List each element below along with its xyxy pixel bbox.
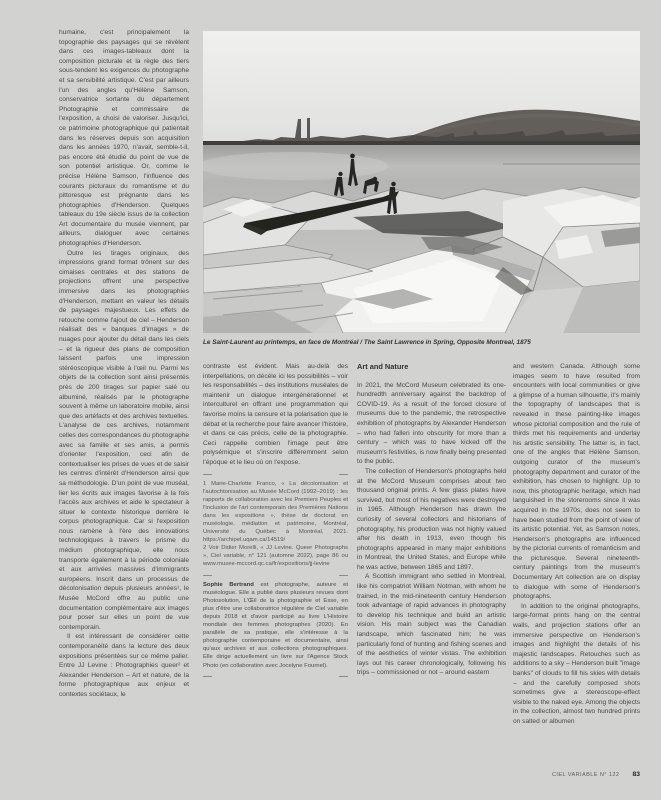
footnote-2: 2 Voir Didier Morelli, « JJ Levine. Queer Photographs », Ciel variable, n° 121 (automne 2022), page 86 ou www.musee-mccord.qc.ca/fr/expositions/jj-levine [203,545,348,568]
bio-separator [203,575,348,576]
paragraph: Outre les tirages originaux, des impressions grand format trônent sur des cimaises centrales et des stations de projections offrent une perspective immersive dans les photographies d'Henderson, mettant en valeur les détails de paysages majestueux. Les effets de retouche comme l'ajout de ciel – Henderson réalisait des « banques d'images » de nuages pour ajouter du détail dans les ciels – et la rigueur des plans de composition laissent parfois une impression stéréoscopique visible à l'œil nu. Parmi les objets de la collection sont ainsi présentés près de 200 tirages sur papier salé ou albuminé, réalisés par le photographe souvent à même un laboratoire mobile, ainsi que des artéfacts et des archives textuelles. L'analyse de ces archives, notamment celles des correspondances du photographe avec sa famille et ses amis, a permis d'orienter l'exposition, ceci afin de contextualiser les prises de vues et de saisir les centres d'intérêt d'Henderson ainsi que sa méthodologie. D'un point de vue muséal, lier les écrits aux images favorise à la fois l'accès aux archives et aide le spectateur à situer le contexte historique derrière le corpus photographique. Car si l'exposition nous ramène à l'ère des innovations technologiques à travers le prisme du médium photographique, elle nous transporte également à la période coloniale et aux arrivées massives d'immigrants européens. Inscrit dans un processus de décolonisation depuis plusieurs années¹, le Musée McCord offre au public une documentation complémentaire aux images pour poser sur elles un point de vue contemporain. [59,249,189,631]
paragraph: contraste est évident. Mais au-delà des interpellations, on décèle ici les possibilités – voir les responsabilités – des institutions muséales de maintenir un dialogue intergénérationnel et interculturel en offrant une programmation qui favorise moins la censure et la polarisation que le débat et la recherche pour faire avancer l'histoire, et dans ce cas précis, celle de la photographie. Ceci rappelle combien l'image peut être polysémique et s'inscrire différemment selon l'époque et le lieu où on l'expose. [203,363,348,466]
end-separator [203,676,348,677]
paragraph: The collection of Henderson's photographs held at the McCord Museum comprises about two thousand original prints. A few glass plates have survived, but most of his negatives were destroyed in 1965. Although Henderson has drawn the curiosity of several collectors and historians of photography, his production was not highly valued after his death in 1913, even though his photographs appeared in many major exhibitions in Montreal, the United States, and Europe while he was active, between 1865 and 1897. [357,467,506,571]
column-french-left [59,28,189,700]
footnote-1: 1 Marie-Charlotte Franco, « La décolonisation et l'autochtonisation au Musée McCord (1992–2019) : les rapports de collaboration avec les Premiers Peuples et l'inclusion de l'art contemporain des Premières Nations dans les expositions », thèse de doctorat en muséologie, médiation et patrimoine, Montréal, Université du Québec à Montréal, 2021. https://archipel.uqam.ca/14519/ [203,480,348,544]
paragraph: In addition to the original photographs, large-format prints hang on the central walls, and projection stations offer an immersive perspective on Henderson's images and highlight the details of his majestic landscapes. Retouches such as additions to a sky – Henderson built "image banks" of clouds to fill his skies with details – and the carefully composed shots sometimes give a stereoscope-effect visible to the naked eye. Among the objects in the collection, almost two hundred prints on salted or albumen [513,602,640,725]
column-english-left [357,362,506,678]
author-bio-text: est photographe, auteure et muséologue. Elle a publié dans plusieurs revues dont Photosolution, L'Œil de la photographie et Esse, en plus d'être une collaboratrice régulière de Ciel variable depuis 2018 et d'avoir participé au livre L'Histoire mondiale des femmes photographes (2020). En parallèle de sa pratique, elle s'intéresse à la photographie contemporaine et documentaire, ainsi qu'aux archives et aux collections photographiques. Elle dirige actuellement un livre sur l'Agence Stock Photo (en collaboration avec Jocelyne Fournel). [203,581,348,669]
paragraph: Il est intéressant de considérer cette contemporanéité dans la lecture des deux expositions présentées sur ce même palier. Entre JJ Levine : Photographies queer² et Alexander Henderson – Art et nature, de la forme photographique aux enjeux et contextes sociétaux, le [59,633,189,698]
column-english-right [513,362,640,727]
footnote-separator [203,474,348,475]
paragraph: A Scottish immigrant who settled in Montreal, like his compatriot William Notman, with whom he trained, in the mid-nineteenth century Henderson took advantage of rapid advances in photography to develop his technique and build an artistic vision. His main subject was the Canadian landscape, which fascinated him; he was particularly fond of hunting and fishing scenes and of the aesthetics of winter vistas. The exhibition lays out his career chronologically, following his trips – commissioned or not – around eastern [357,573,506,677]
photo-caption: Le Saint-Laurent au printemps, en face de Montréal / The Saint Lawrence in Spring, Opposite Montreal, 1875 [203,339,531,346]
author-name: Sophie Bertrand [203,581,254,588]
paragraph: humaine, c'est principalement la topographie des paysages qui se révèlent dans ces images-tableaux dont la composition picturale et la règle des tiers sous-tendent les exigences du photographe et sa sensibilité artistique. C'est par ailleurs l'un des angles qu'Hélène Samson, conservatrice sortante du département Photographie et commissaire de l'exposition, a choisi de valoriser. Jusqu'ici, ce patrimoine photographique qui patientait dans les réserves depuis son acquisition dans les années 1970, n'avait, semble-t-il, pas encore été étudié du point de vue de son potentiel artistique. Or, comme le précise Hélène Samson, l'influence des courants picturaux du romantisme et du pittoresque est prégnante dans les photographies d'Henderson. Quelques tableaux du 19e siècle issus de la collection Art documentaire du musée viennent, par ailleurs, dialoguer avec certaines photographies d'Henderson. [59,29,189,248]
author-bio [203,581,348,670]
photo-illustration [203,31,640,333]
photo-saint-lawrence-in-spring [203,31,640,333]
journal-title: CIEL VARIABLE N° 122 [551,772,620,778]
paragraph: and western Canada. Although some images seem to have resulted from encounters with local communities or give a glimpse of a human silhouette, it's mainly the topography of landscapes that is revealed in these painting-like images whose pictorial composition and the rule of thirds met his requirements and underlay his artistic sensibility. The latter is, in fact, one of the angles that Hélène Samson, outgoing curator of the museum's photography department and curator of the exhibition, has chosen to highlight. Up to now, this photographic heritage, which had languished in the storerooms since it was acquired in the 1970s, does not seem to have been studied from the point of view of its artistic potential. Yet, as Samson notes, Henderson's photographs are influenced by the pictorial currents of romanticism and the picturesque. Several nineteenth-century paintings from the museum's Documentary Art collection are on display to dialogue with some of Henderson's photographs. [513,363,640,601]
section-heading: Art and Nature [357,362,409,371]
page-number: 83 [632,771,640,778]
column-french-right [203,362,348,682]
page-footer [0,771,640,778]
paragraph: In 2021, the McCord Museum celebrated its one-hundredth anniversary against the backdrop of COVID-19. As a result of the forced closure of museums due to the pandemic, the retrospective exhibition of photographs by Alexander Henderson – who had fallen into obscurity for more than a century – which was to have kicked off the museum's festivities, is now finally being presented to the public. [357,381,506,466]
